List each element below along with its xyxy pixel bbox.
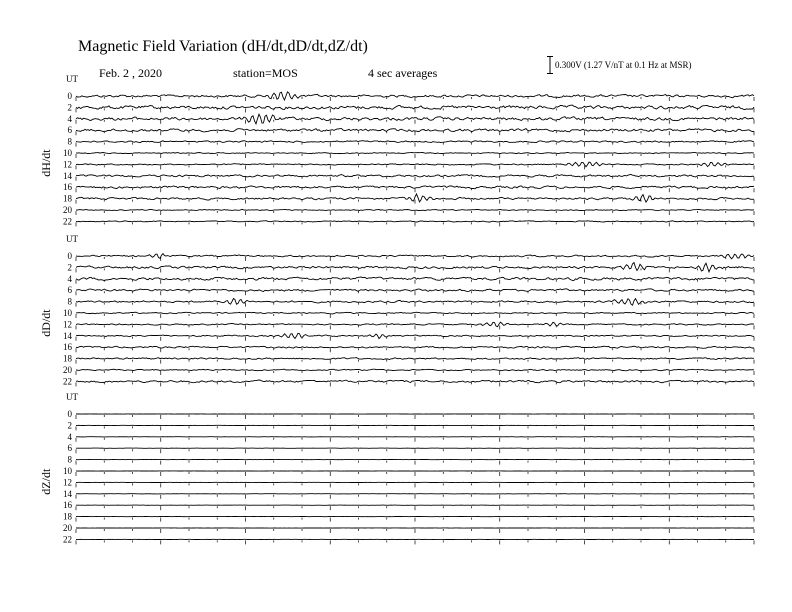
- hour-tick-label: 8: [67, 136, 72, 147]
- hour-tick-label: 4: [67, 273, 72, 284]
- panel-ylabel: dD/dt: [39, 309, 53, 337]
- hour-tick-label: 14: [63, 488, 72, 499]
- trace-line: [76, 209, 754, 210]
- hour-tick-label: 4: [67, 431, 72, 442]
- hour-tick-label: 0: [67, 251, 72, 261]
- hour-tick-label: 22: [63, 216, 72, 227]
- hour-tick-label: 12: [63, 477, 72, 488]
- hour-tick-label: 12: [63, 159, 72, 170]
- trace-line: [76, 175, 754, 178]
- hour-tick-label: 6: [67, 125, 72, 136]
- hour-tick-label: 14: [63, 330, 72, 341]
- hour-tick-label: 16: [63, 500, 72, 511]
- hour-tick-label: 2: [67, 262, 72, 273]
- panel-ylabel: dZ/dt: [39, 468, 53, 495]
- hour-tick-label: 18: [63, 353, 72, 364]
- ut-axis-label: UT: [66, 392, 78, 402]
- trace-line: [76, 152, 754, 153]
- hour-tick-label: 8: [67, 454, 72, 465]
- panel-ylabel: dH/dt: [39, 149, 53, 177]
- hour-tick-label: 12: [63, 319, 72, 330]
- hour-tick-label: 20: [63, 205, 72, 215]
- hour-tick-label: 10: [63, 308, 72, 318]
- hour-tick-label: 2: [67, 420, 72, 431]
- hour-tick-label: 10: [63, 148, 72, 158]
- hour-tick-label: 6: [67, 443, 72, 454]
- hour-tick-label: 16: [63, 182, 72, 193]
- hour-tick-label: 0: [67, 91, 72, 101]
- station-label: station=MOS: [233, 66, 298, 80]
- hour-tick-label: 20: [63, 523, 72, 533]
- trace-line: [76, 380, 754, 383]
- averaging-label: 4 sec averages: [368, 66, 438, 80]
- hour-tick-label: 18: [63, 193, 72, 204]
- scale-label: 0.300V (1.27 V/nT at 0.1 Hz at MSR): [555, 60, 692, 70]
- hour-tick-label: 0: [67, 409, 72, 419]
- hour-tick-label: 22: [63, 376, 72, 387]
- hour-tick-label: 2: [67, 102, 72, 113]
- hour-tick-label: 10: [63, 466, 72, 476]
- ut-axis-label: UT: [66, 234, 78, 244]
- trace-line: [76, 289, 754, 292]
- date-label: Feb. 2 , 2020: [99, 66, 162, 80]
- trace-line: [76, 221, 754, 222]
- hour-tick-label: 16: [63, 342, 72, 353]
- trace-line: [76, 312, 754, 314]
- trace-line: [76, 358, 754, 360]
- ut-axis-label: UT: [66, 74, 78, 84]
- hour-tick-label: 4: [67, 113, 72, 124]
- hour-tick-label: 14: [63, 170, 72, 181]
- hour-tick-label: 6: [67, 285, 72, 296]
- hour-tick-label: 20: [63, 365, 72, 375]
- trace-line: [76, 346, 754, 348]
- hour-tick-label: 8: [67, 296, 72, 307]
- hour-tick-label: 22: [63, 534, 72, 545]
- trace-line: [76, 369, 754, 371]
- chart-title: Magnetic Field Variation (dH/dt,dD/dt,dZ/dt): [78, 38, 368, 55]
- hour-tick-label: 18: [63, 511, 72, 522]
- trace-line: [76, 141, 754, 143]
